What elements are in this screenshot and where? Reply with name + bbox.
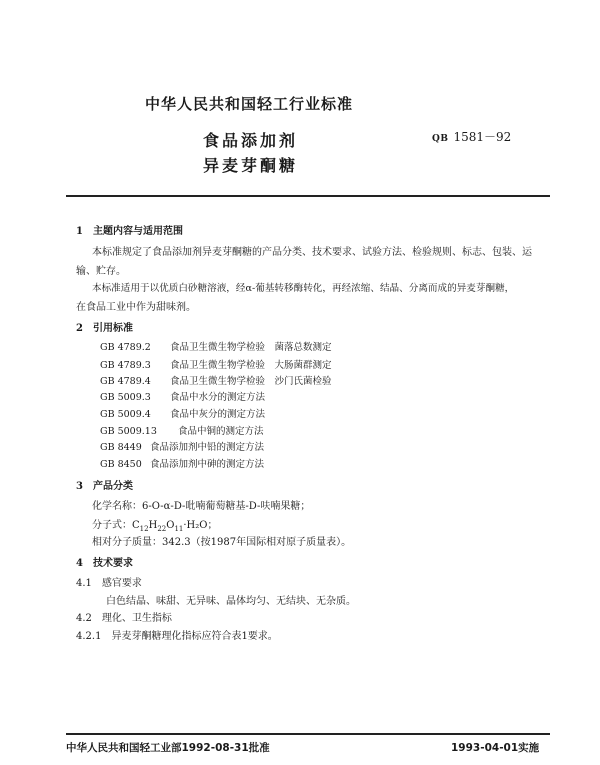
subsection-4-2: 4.2 理化、卫生指标 <box>76 613 172 624</box>
effective-date: 1993-04-01实施 <box>451 742 540 754</box>
reference-item: GB 5009.4 食品中灰分的测定方法 <box>100 409 266 420</box>
issuer-title: 中华人民共和国轻工行业标准 <box>145 95 354 113</box>
document-title-line1: 食品添加剂 <box>203 131 299 150</box>
header-divider <box>66 195 550 197</box>
subsection-4-1-text: 白色结晶、味甜、无异味、晶体均匀、无结块、无杂质。 <box>106 596 356 607</box>
standard-number-value: 1581－92 <box>453 130 512 144</box>
reference-item: GB 8449 食品添加剂中铅的测定方法 <box>100 442 265 453</box>
section1-heading: 1 主题内容与适用范围 <box>76 226 183 237</box>
standard-prefix: QB <box>432 134 449 144</box>
subsection-4-2-1: 4.2.1 异麦芽酮糖理化指标应符合表1要求。 <box>76 631 278 642</box>
section1-para1-line1: 本标准规定了食品添加剂异麦芽酮糖的产品分类、技术要求、试验方法、检验规则、标志、包装、运 <box>92 247 532 258</box>
section2-heading: 2 引用标准 <box>76 323 133 334</box>
subsection-4-1: 4.1 感官要求 <box>76 578 142 589</box>
document-title-line2: 异麦芽酮糖 <box>203 156 299 175</box>
section4-heading: 4 技术要求 <box>76 558 133 569</box>
reference-item: GB 5009.3 食品中水分的测定方法 <box>100 392 266 403</box>
reference-item: GB 8450 食品添加剂中砷的测定方法 <box>100 459 265 470</box>
reference-item: GB 5009.13 食品中铜的测定方法 <box>100 426 264 437</box>
molecular-formula: 分子式：$C_{12}H_{22}O_{11}\cdot H_2O$； <box>92 520 218 533</box>
molecular-weight: 相对分子质量：342.3（按1987年国际相对原子质量表）。 <box>92 537 352 548</box>
section1-para2-line1: 本标准适用于以优质白砂糖溶液，经α-葡基转移酶转化，再经浓缩、结晶、分离而成的异麦芽酮糖， <box>92 283 515 294</box>
section1-para2-line2: 在食品工业中作为甜味剂。 <box>76 302 196 313</box>
footer-divider <box>66 733 550 735</box>
section3-heading: 3 产品分类 <box>76 481 133 492</box>
reference-item: GB 4789.2 食品卫生微生物学检验 菌落总数测定 <box>100 342 332 353</box>
section1-para1-line2: 输、贮存。 <box>76 266 126 277</box>
reference-item: GB 4789.3 食品卫生微生物学检验 大肠菌群测定 <box>100 360 332 371</box>
reference-item: GB 4789.4 食品卫生微生物学检验 沙门氏菌检验 <box>100 376 332 387</box>
standard-number <box>432 128 511 145</box>
chemical-name: 化学名称：6-O-α-D-吡喃葡萄糖基-D-呋喃果糖； <box>92 501 311 512</box>
approval-date: 中华人民共和国轻工业部1992-08-31批准 <box>66 742 270 754</box>
